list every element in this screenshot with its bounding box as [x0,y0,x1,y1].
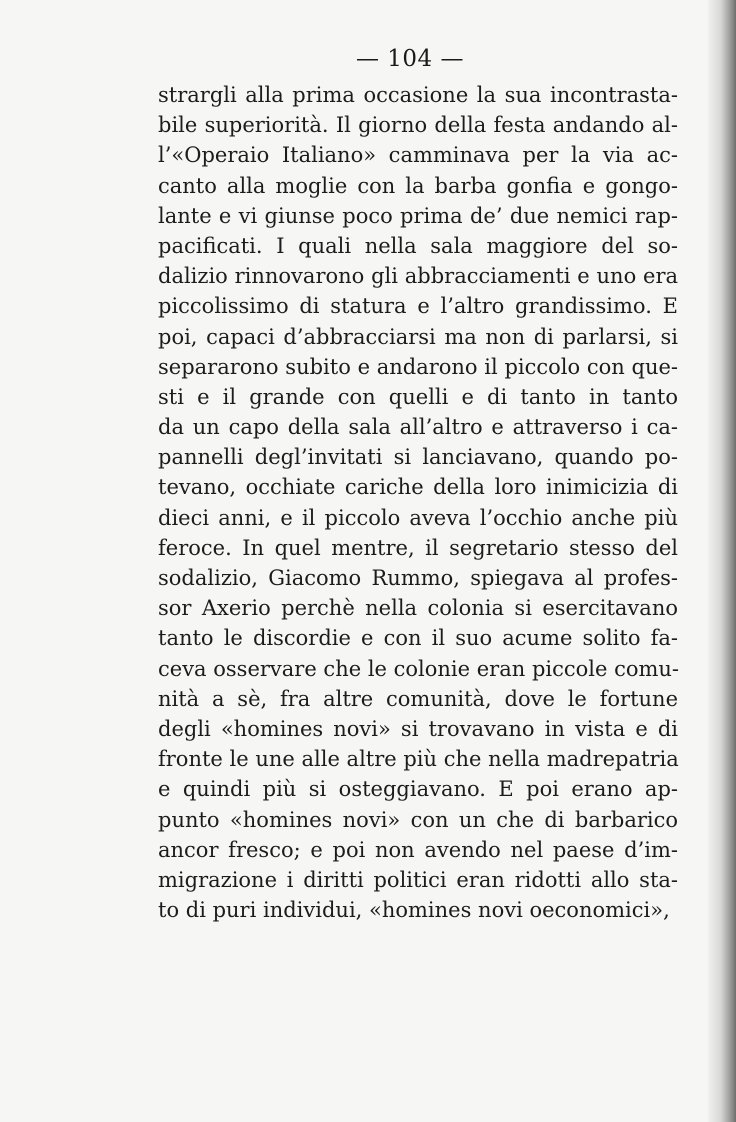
text-line: da un capo della sala all’altro e attraverso i ca- [158,415,678,440]
text-line: to di puri individui, «homines novi oeconomici», [158,898,670,923]
text-line: degli «homines novi» si trovavano in vista e di [158,716,678,741]
body-text [158,80,678,925]
text-line: canto alla moglie con la barba gonfia e gongo- [158,173,678,198]
text-line: migrazione i diritti politici eran ridotti allo sta- [158,867,678,892]
text-line: lante e vi giunse poco prima de’ due nemici rap- [158,203,678,228]
text-line: e quindi più si osteggiavano. E poi erano ap- [158,777,678,802]
text-line: sodalizio, Giacomo Rummo, spiegava al profes- [158,566,678,590]
text-line: fronte le une alle altre più che nella madrepatria [158,747,679,772]
text-line: strargli alla prima occasione la sua incontrasta- [158,83,678,107]
text-line: piccolissimo di statura e l’altro grandissimo. E [158,294,678,319]
page-binding-edge [708,0,736,1122]
text-line: dalizio rinnovarono gli abbracciamenti e uno era [158,264,678,289]
text-line: l’«Operaio Italiano» camminava per la via ac- [158,143,678,168]
text-line: pannelli degl’invitati si lanciavano, quando po- [158,445,678,470]
text-line: poi, capaci d’abbracciarsi ma non di parlarsi, si [158,324,678,349]
text-line: tanto le discordie e con il suo acume solito fa- [158,626,678,651]
text-line: bile superiorità. Il giorno della festa andando al- [158,113,678,138]
text-line: nità a sè, fra altre comunità, dove le fortune [158,686,678,711]
text-line: tevano, occhiate cariche della loro inimicizia di [158,475,678,500]
text-line: sor Axerio perchè nella colonia si esercitavano [158,596,678,621]
text-line: separarono subito e andarono il piccolo con que- [158,354,678,379]
text-line: ceva osservare che le colonie eran piccole comu- [158,656,680,681]
text-line: pacificati. I quali nella sala maggiore del so- [158,233,678,258]
text-line: punto «homines novi» con un che di barbarico [158,807,678,832]
text-line: ancor fresco; e poi non avendo nel paese d’im- [158,837,678,862]
text-line: dieci anni, e il piccolo aveva l’occhio anche più [158,505,678,530]
text-line: sti e il grande con quelli e di tanto in tanto [158,384,678,409]
page-number: — 104 — [355,46,465,72]
text-line: feroce. In quel mentre, il segretario stesso del [158,535,678,560]
